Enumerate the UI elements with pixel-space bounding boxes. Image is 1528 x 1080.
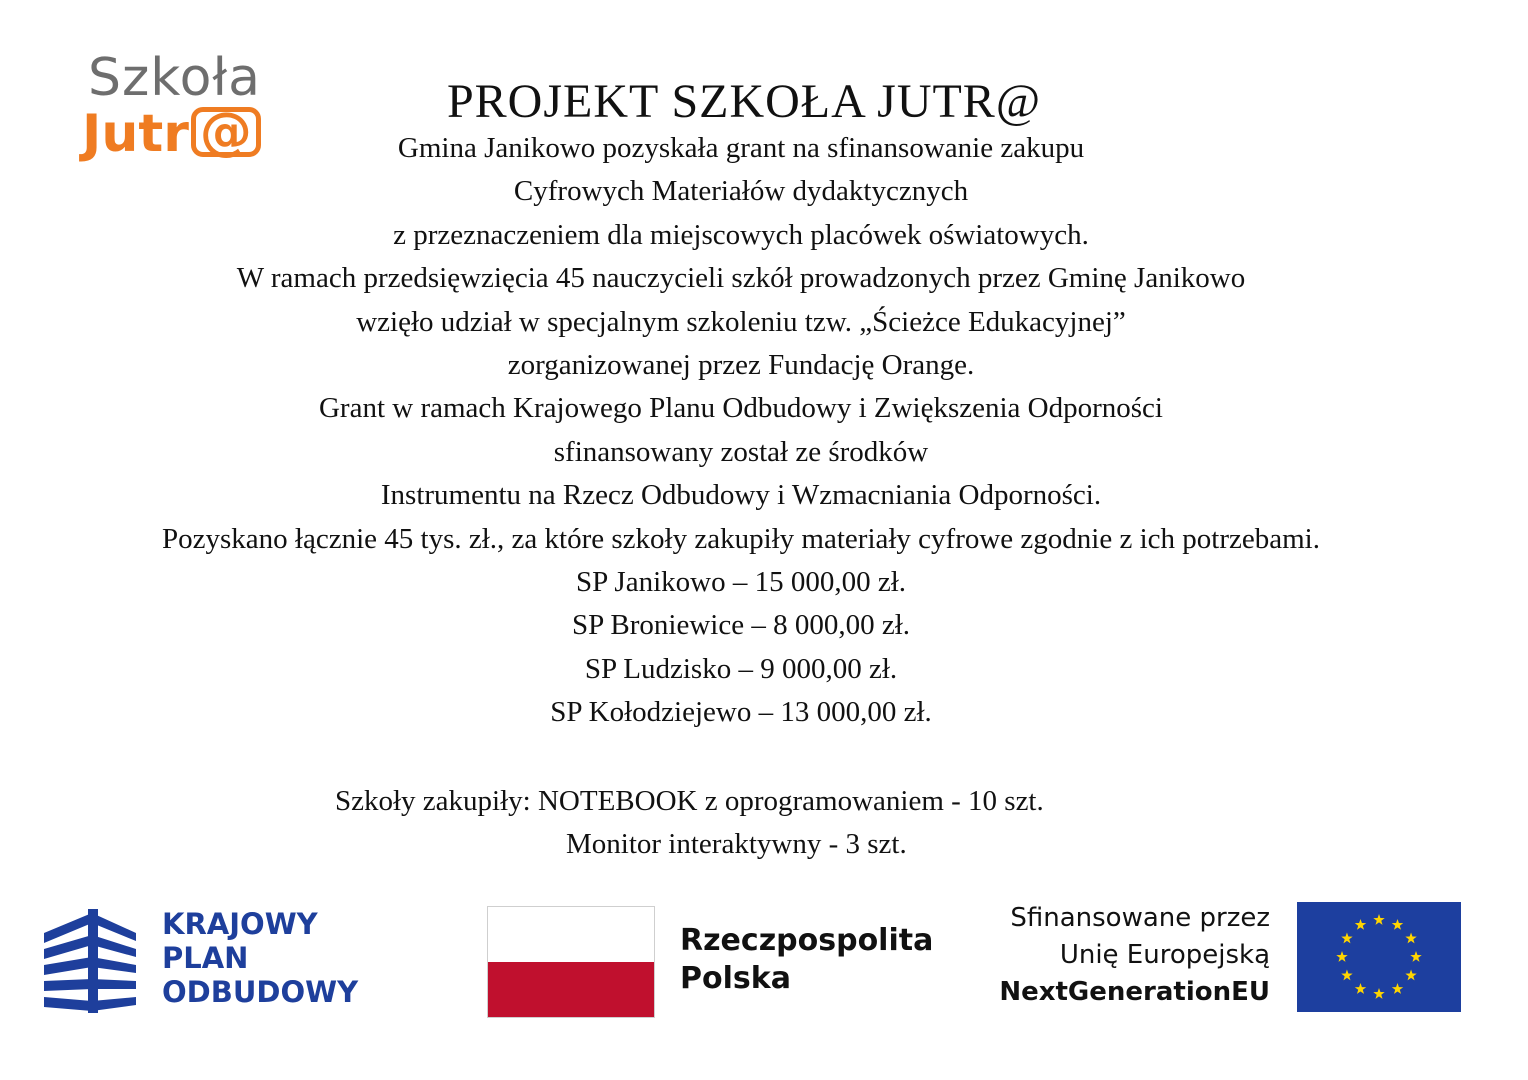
text-line: wzięło udział w specjalnym szkoleniu tzw. „Ścieżce Edukacyjnej” xyxy=(356,305,1126,338)
kpo-text xyxy=(162,907,358,1009)
flag-white-stripe xyxy=(488,907,654,962)
text-line: Gmina Janikowo pozyskała grant na sfinansowanie zakupu xyxy=(397,132,1085,164)
eu-line: Unię Europejską xyxy=(1059,940,1270,970)
text-line: Instrumentu na Rzecz Odbudowy i Wzmacniania Odporności. xyxy=(380,479,1102,512)
rp-line: Rzeczpospolita xyxy=(680,923,934,958)
purchase-notebook: Szkoły zakupiły: NOTEBOOK z oprogramowaniem - 10 szt. xyxy=(335,785,1044,817)
text-line: Pozyskano łącznie 45 tys. zł., za które szkoły zakupiły materiały cyfrowe zgodnie z ich potrzebami. xyxy=(162,522,1320,555)
page-title: PROJEKT SZKOŁA JUTR@ xyxy=(446,75,1042,128)
text-line: W ramach przedsięwzięcia 45 nauczycieli szkół prowadzonych przez Gminę Janikowo xyxy=(236,262,1246,295)
next-generation-eu: NextGenerationEU xyxy=(999,977,1270,1007)
kpo-emblem-icon xyxy=(44,905,140,1013)
logo-word-jutr: Jutr xyxy=(82,104,189,164)
polish-flag xyxy=(487,906,655,1018)
kpo-line: PLAN xyxy=(162,941,249,975)
school-amount-kolodziejewo: SP Kołodziejewo – 13 000,00 zł. xyxy=(550,696,932,729)
text-line: sfinansowany został ze środków xyxy=(553,435,929,468)
kpo-line: KRAJOWY xyxy=(162,907,318,941)
kpo-logo xyxy=(44,905,384,1015)
school-amount-janikowo: SP Janikowo – 15 000,00 zł. xyxy=(575,565,907,598)
eu-funding-text xyxy=(999,900,1270,1011)
rp-line: Polska xyxy=(680,961,791,996)
flag-red-stripe xyxy=(488,962,654,1017)
school-amount-broniewice: SP Broniewice – 8 000,00 zł. xyxy=(571,609,911,642)
school-amount-ludzisko: SP Ludzisko – 9 000,00 zł. xyxy=(584,652,898,685)
logo-word-szkola: Szkoła xyxy=(88,48,262,108)
eu-line: Sfinansowane przez xyxy=(1010,903,1270,933)
announcement-text xyxy=(0,127,1482,734)
text-line: Grant w ramach Krajowego Planu Odbudowy i Zwiększenia Odporności xyxy=(318,392,1163,425)
rzeczpospolita-text xyxy=(680,922,933,998)
purchase-monitor: Monitor interaktywny - 3 szt. xyxy=(566,828,907,860)
logo-at-sign: @ xyxy=(191,107,261,157)
text-line: z przeznaczeniem dla miejscowych placówek oświatowych. xyxy=(393,218,1089,251)
kpo-line: ODBUDOWY xyxy=(162,975,359,1009)
text-line: zorganizowanej przez Fundację Orange. xyxy=(507,348,975,381)
eu-flag-icon xyxy=(1297,902,1461,1012)
text-line: Cyfrowych Materiałów dydaktycznych xyxy=(513,175,969,208)
